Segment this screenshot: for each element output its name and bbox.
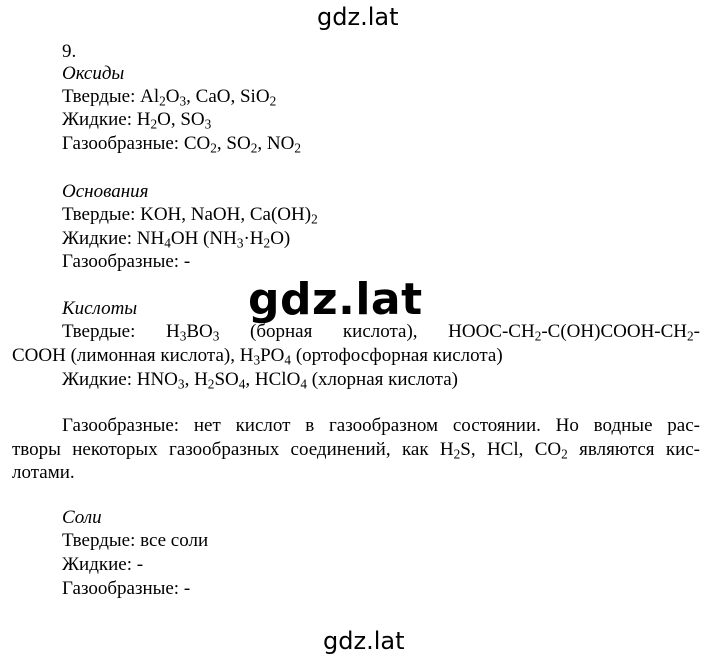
acids-solid-line-1: Твердые: $H_3BO_3$ (борная кислота), HOOC-$CH_2-C(OH)COOH-CH_2-$ xyxy=(62,321,700,344)
bases-solid-label: Твердые: xyxy=(62,204,136,225)
salts-gas-line: Газообразные: - xyxy=(62,578,191,599)
task-number: 9. xyxy=(62,41,77,62)
acids-solid-label: Твердые: xyxy=(62,321,136,342)
oxides-heading: Оксиды xyxy=(62,63,125,84)
acids-gas-text-b: S, HCl, CO xyxy=(460,439,562,460)
acids-liquid-line: Жидкие: $HNO_3$, $H_2SO_4$, HClO$_4$ (хлорная кислота) xyxy=(62,369,458,392)
bases-gas-line: Газообразные: - xyxy=(62,251,191,272)
salts-solid-line: Твердые: все соли xyxy=(62,530,209,551)
acids-heading: Кислоты xyxy=(62,298,138,319)
bases-heading: Основания xyxy=(62,181,149,202)
bases-liquid-line: Жидкие: $NH_4OH$ $(NH_3\cdot H_2O)$ xyxy=(62,228,291,251)
bases-solid-line: Твердые: KOH, NaOH, $Ca(OH)_2$ xyxy=(62,204,318,227)
salts-liquid-line: Жидкие: - xyxy=(62,554,144,575)
acids-boric-name: (борная кислота), xyxy=(250,321,418,342)
acids-gas-text-a: творы некоторых газообразных соединений, как H xyxy=(12,439,454,460)
acids-gas-paragraph-line-2: творы некоторых газообразных соединений, как $H_2S$, HCl, $CO_2$ являются кис- xyxy=(12,439,700,462)
acids-solid-line-2: COOH (лимонная кислота), $H_3PO_4$ (ортофосфорная кислота) xyxy=(12,345,503,368)
oxides-liquid-line: Жидкие: $H_2O$, $SO_3$ xyxy=(62,109,212,132)
oxides-gas-line: Газообразные: $CO_2$, $SO_2$, $NO_2$ xyxy=(62,133,301,156)
acids-gas-text-c: являются кис- xyxy=(579,439,700,460)
watermark-top: gdz.lat xyxy=(317,3,399,31)
oxides-solid-line: Твердые: $Al_2O_3$, CaO, SiO$_2$ xyxy=(62,86,277,109)
salts-heading: Соли xyxy=(62,507,102,528)
acids-gas-paragraph-line-1: Газообразные: нет кислот в газообразном состоянии. Но водные рас- xyxy=(62,415,700,436)
acids-phosphoric-name: (ортофосфорная кислота) xyxy=(295,345,503,366)
acids-citric-name: (лимонная кислота), xyxy=(70,345,235,366)
watermark-bottom: gdz.lat xyxy=(323,627,405,655)
acids-liquid-label: Жидкие: xyxy=(62,369,132,390)
oxides-liquid-label: Жидкие: xyxy=(62,109,132,130)
oxides-gas-label: Газообразные: xyxy=(62,133,180,154)
watermark-center: gdz.lat xyxy=(248,274,423,325)
oxides-solid-label: Твердые: xyxy=(62,86,136,107)
acids-perchloric-name: (хлорная кислота) xyxy=(311,369,458,390)
acids-gas-paragraph-line-3: лотами. xyxy=(12,462,75,483)
bases-liquid-label: Жидкие: xyxy=(62,228,132,249)
